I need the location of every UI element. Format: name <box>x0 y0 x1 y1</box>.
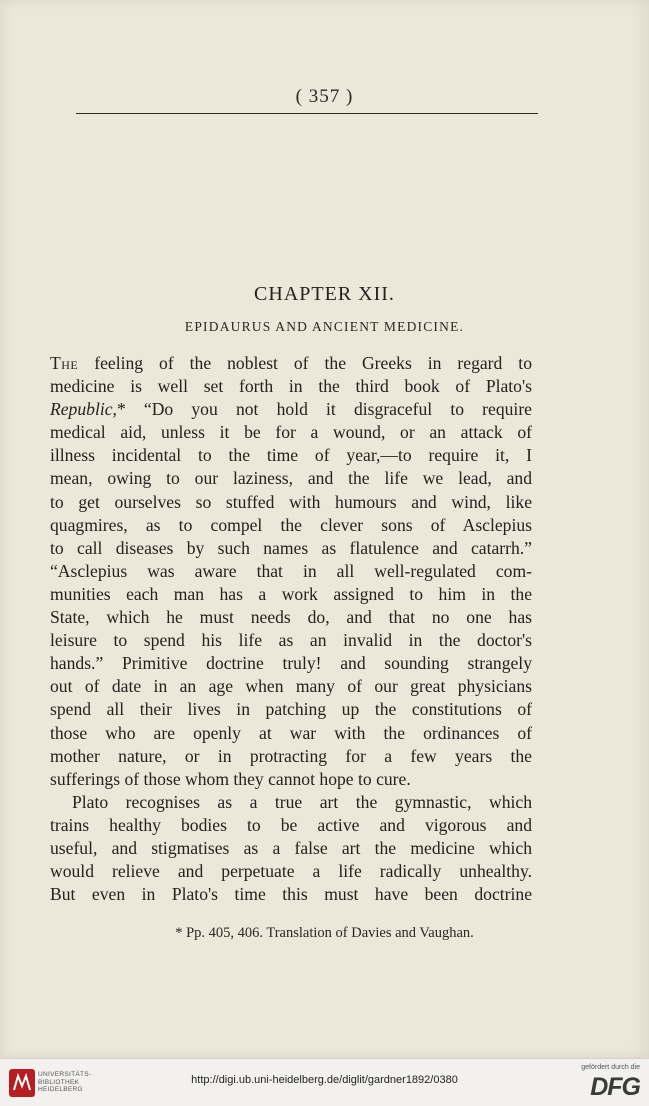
text-line: munities each man has a work assigned to him in the <box>50 583 532 604</box>
text-line: out of date in an age when many of our great physicians <box>50 676 532 697</box>
text-line: Republic,* “Do you not hold it disgraceful to require <box>50 399 532 420</box>
body-text <box>50 352 532 906</box>
chapter-title: CHAPTER XII. <box>254 283 395 305</box>
text-line: leisure to spend his life as an invalid in the doctor's <box>50 630 532 651</box>
viewer-footer <box>0 1058 649 1106</box>
first-word: The <box>50 353 79 373</box>
text-line: useful, and stigmatises as a false art the medicine which <box>50 837 532 858</box>
text-line: “Asclepius was aware that in all well-regulated com- <box>50 560 532 581</box>
text-line: mother nature, or in protracting for a few years the <box>50 745 532 766</box>
text-line: hands.” Primitive doctrine truly! and sounding strangely <box>50 653 532 674</box>
footnote: * Pp. 405, 406. Translation of Davies and Vaughan. <box>175 925 474 941</box>
text-line: would relieve and perpetuate a life radically unhealthy. <box>50 861 532 882</box>
text-line: The feeling of the noblest of the Greeks in regard to <box>50 353 532 373</box>
text-line: Plato recognises as a true art the gymnastic, which <box>72 791 532 812</box>
funded-by-label: gefördert durch die <box>581 1064 640 1071</box>
text-line: medical aid, unless it be for a wound, or an attack of <box>50 422 532 443</box>
text-line: But even in Plato's time this must have been doctrine <box>50 884 532 905</box>
chapter-subtitle: EPIDAURUS AND ANCIENT MEDICINE. <box>184 319 465 334</box>
text-line: medicine is well set forth in the third book of Plato's <box>50 376 532 397</box>
text-line: spend all their lives in patching up the constitutions of <box>50 699 532 720</box>
library-name[interactable]: UNIVERSITÄTS- BIBLIOTHEK HEIDELBERG <box>38 1071 92 1093</box>
permalink-url[interactable]: http://digi.ub.uni-heidelberg.de/diglit/gardner1892/0380 <box>191 1074 458 1086</box>
text-line: quagmires, as to compel the clever sons of Asclepius <box>50 514 532 535</box>
text-line: trains healthy bodies to be active and vigorous and <box>50 814 532 835</box>
text-line: those who are openly at war with the ordinances of <box>50 722 532 743</box>
header-rule <box>76 113 538 114</box>
text-line: to call diseases by such names as flatulence and catarrh.” <box>50 537 532 558</box>
text-line: illness incidental to the time of year,—to require it, I <box>50 445 532 466</box>
text-line: to get ourselves so stuffed with humours and wind, like <box>50 491 532 512</box>
text-line: mean, owing to our laziness, and the life we lead, and <box>50 468 532 489</box>
page-number: ( 357 ) <box>295 86 354 107</box>
text-line: sufferings of those whom they cannot hope to cure. <box>50 768 411 789</box>
text-line: State, which he must needs do, and that no one has <box>50 607 532 628</box>
dfg-logo[interactable]: DFG <box>590 1073 640 1101</box>
